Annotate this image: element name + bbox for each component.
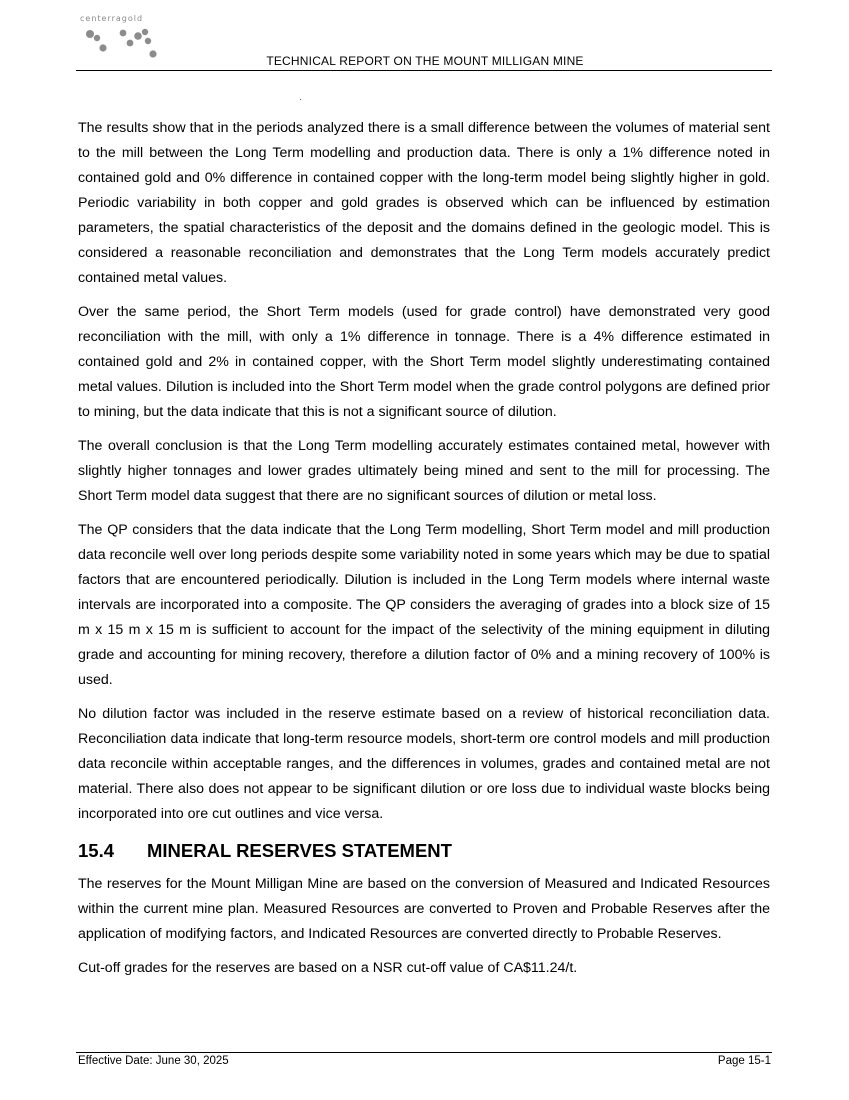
main-content xyxy=(78,116,770,990)
body-paragraph: No dilution factor was included in the reserve estimate based on a review of historical reconciliation data. Reconciliation data indicate that long-term resource models, short-term ore control models and mill production data reconcile within acceptable ranges, and the differences in volumes, grades and contained metal are not material. There also does not appear to be significant dilution or ore loss due to individual waste blocks being incorporated into ore cut outlines and vice versa. xyxy=(78,706,770,822)
effective-date: Effective Date: June 30, 2025 xyxy=(78,1055,229,1067)
logo-wordmark: centerragold xyxy=(80,14,144,23)
body-paragraph: The reserves for the Mount Milligan Mine are based on the conversion of Measured and Indicated Resources within the current mine plan. Measured Resources are converted to Proven and Probable Reserves after the application of modifying factors, and Indicated Resources are converted directly to Probable Reserves. xyxy=(78,876,770,942)
body-paragraph: The results show that in the periods analyzed there is a small difference between the volumes of material sent to the mill between the Long Term modelling and production data. There is only a 1% difference noted in contained gold and 0% difference in contained copper with the long-term model being slightly higher in gold. Periodic variability in both copper and gold grades is observed which can be influenced by estimation parameters, the spatial characteristics of the deposit and the domains defined in the geologic model. This is considered a reasonable reconciliation and demonstrates that the Long Term models accurately predict contained metal values. xyxy=(78,120,770,286)
page-number: Page 15-1 xyxy=(717,1055,771,1067)
header-divider xyxy=(76,70,772,71)
section-title: MINERAL RESERVES STATEMENT xyxy=(147,840,452,861)
body-paragraph: The QP considers that the data indicate that the Long Term modelling, Short Term model and mill production data reconcile well over long periods despite some variability noted in some years which may be due to spatial factors that are encountered periodically. Dilution is included in the Long Term models where internal waste intervals are incorporated into a composite. The QP considers the averaging of grades into a block size of 15 m x 15 m x 15 m is sufficient to account for the impact of the selectivity of the mining equipment in diluting grade and accounting for mining recovery, therefore a dilution factor of 0% and a mining recovery of 100% is used. xyxy=(78,522,770,688)
report-header-title: TECHNICAL REPORT ON THE MOUNT MILLIGAN MINE xyxy=(266,54,584,68)
section-number: 15.4 xyxy=(78,840,115,861)
body-paragraph: The overall conclusion is that the Long Term modelling accurately estimates contained metal, however with slightly higher tonnages and lower grades ultimately being mined and sent to the mill for processing. The Short Term model data suggest that there are no significant sources of dilution or metal loss. xyxy=(78,438,770,504)
body-paragraph: Cut-off grades for the reserves are based on a NSR cut-off value of CA$11.24/t. xyxy=(78,960,578,976)
scan-artifact xyxy=(300,99,301,100)
section-heading xyxy=(78,836,770,866)
footer-divider xyxy=(76,1052,772,1053)
body-paragraph: Over the same period, the Short Term models (used for grade control) have demonstrated very good reconciliation with the mill, with only a 1% difference in tonnage. There is a 4% difference estimated in contained gold and 2% in contained copper, with the Short Term model slightly underestimating contained metal values. Dilution is included into the Short Term model when the grade control polygons are defined prior to mining, but the data indicate that this is not a significant source of dilution. xyxy=(78,304,770,420)
